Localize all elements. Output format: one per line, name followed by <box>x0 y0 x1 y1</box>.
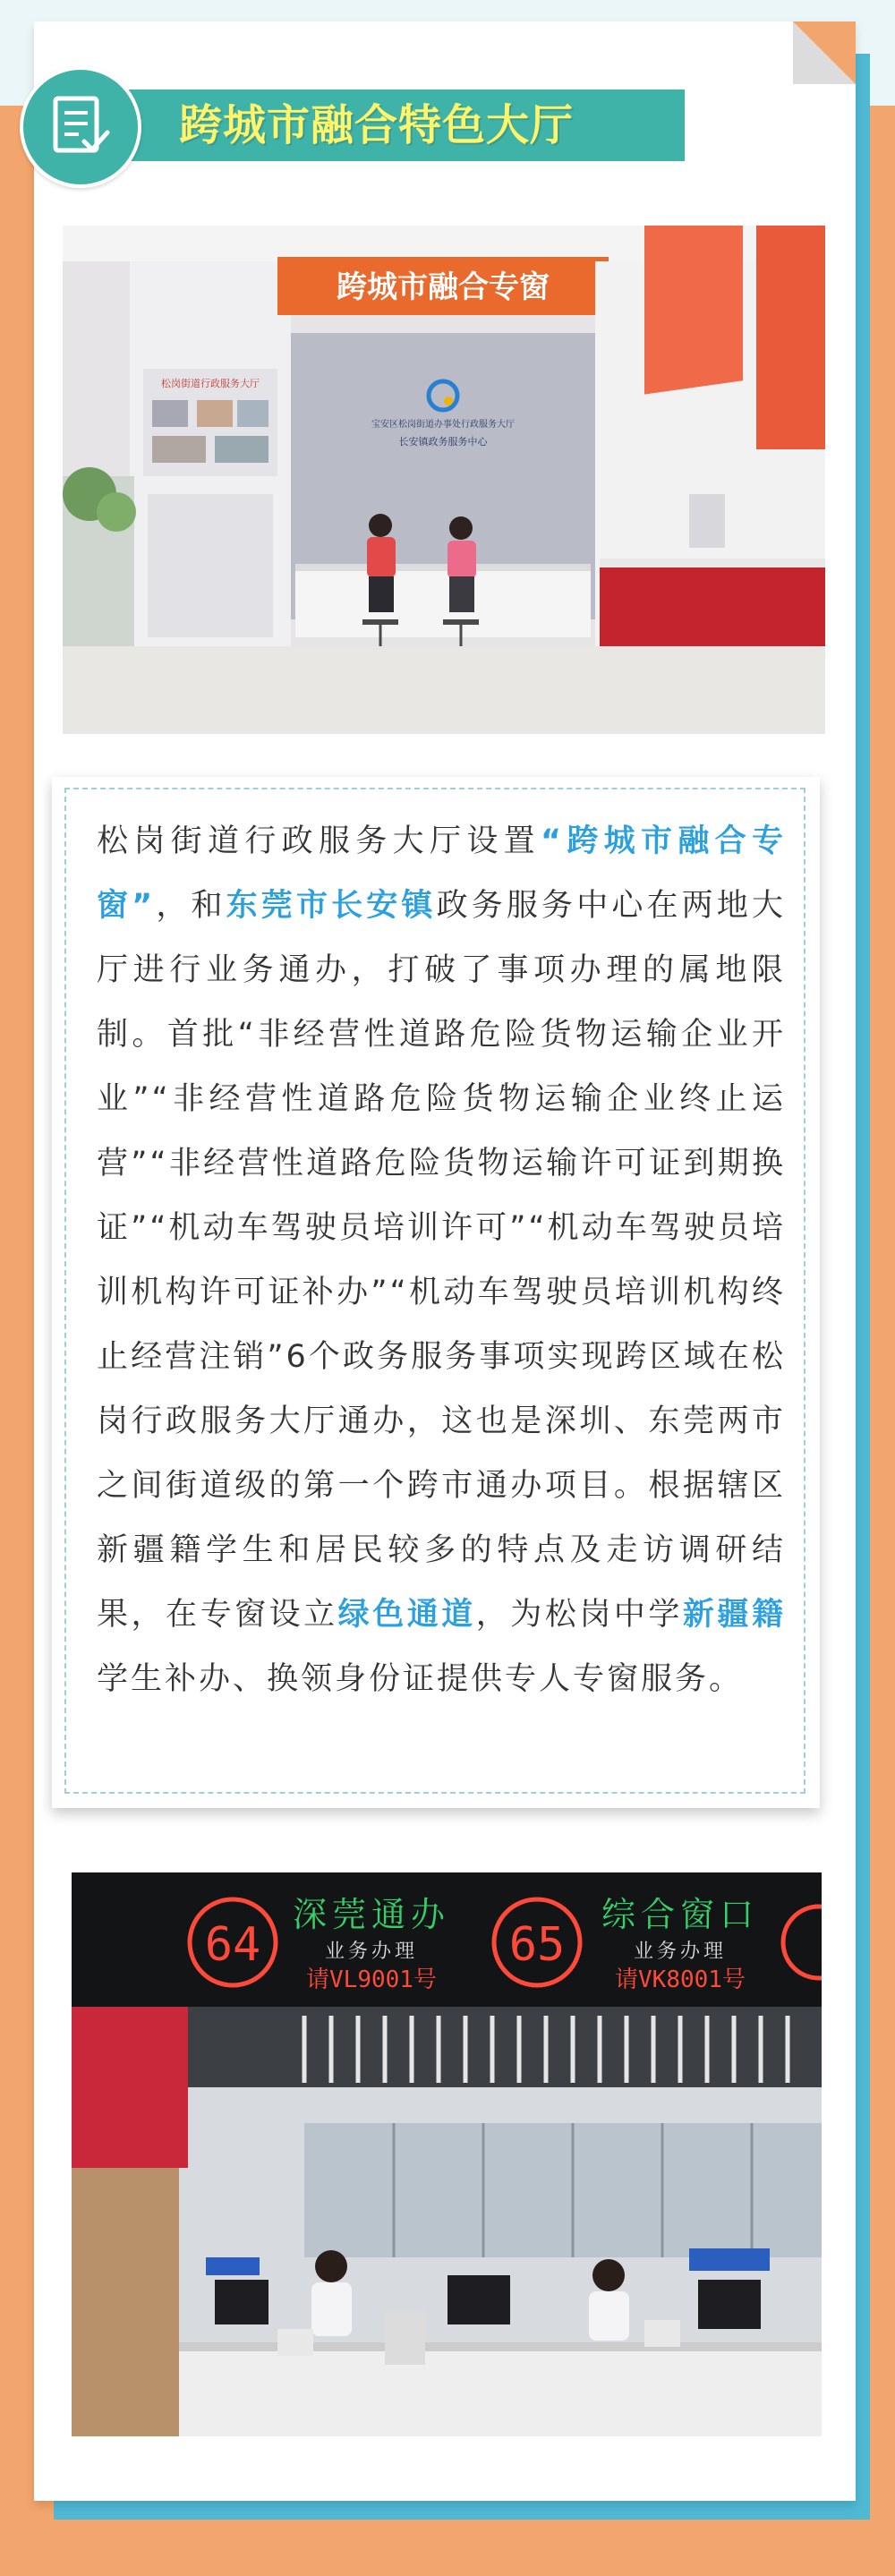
article-text-3: 政务服务中心在两地大厅进行业务通办，打破了事项办理的属地限制。首批“非经营性道路危险货物运输企业开业”“非经营性道路危险货物运输企业终止运营”“非经营性道路危险货物运输许可证到期换证”“机动车驾驶员培训许可”“机动车驾驶员培训机构许可证补办”“机动车驾驶员培训机构终止经营注销”6个政务服务事项实现跨区域在松岗行政服务大厅通办，这也是深圳、东莞两市之间街道级的第一个跨市通办项目。根据辖区新疆籍学生和居民较多的特点及走访调研结果，在专窗设立 <box>97 888 786 1633</box>
counter-64-name: 深莞通办 <box>292 1895 451 1934</box>
counter-65-call: 请VK8001号 <box>615 1966 746 1993</box>
counter-65-name: 综合窗口 <box>601 1895 760 1934</box>
wall-text-2: 长安镇政务服务中心 <box>398 436 488 448</box>
article-text-1: 松岗街道行政服务大厅设置 <box>97 823 541 859</box>
article-text-5: 学生补办、换领身份证提供专人专窗服务。 <box>97 1661 744 1697</box>
article-text-2: ，和 <box>155 888 226 924</box>
highlight-green-channel: 绿色通道 <box>337 1597 476 1633</box>
wall-text-1: 宝安区松岗街道办事处行政服务大厅 <box>371 420 515 430</box>
service-hall-photo <box>63 226 825 734</box>
highlight-dongguan-changan: 东莞市长安镇 <box>226 888 437 924</box>
page-title: 跨城市融合特色大厅 <box>179 100 575 150</box>
window-sign-text: 跨城市融合专窗 <box>337 269 550 305</box>
document-check-icon <box>20 66 141 188</box>
highlight-xinjiang: 新疆籍 <box>682 1597 786 1633</box>
counter-65-number: 65 <box>508 1918 566 1972</box>
paper-fold-corner <box>793 21 856 84</box>
service-counter-photo <box>72 1872 822 2436</box>
article-text-4: ，为松岗中学 <box>475 1597 683 1633</box>
poster-title: 松岗街道行政服务大厅 <box>161 378 260 389</box>
article-dashed-border <box>64 788 806 1794</box>
counter-64-sub: 业务办理 <box>324 1941 419 1963</box>
article-card <box>52 777 820 1808</box>
counter-65-sub: 业务办理 <box>633 1941 728 1963</box>
counter-64-call: 请VL9001号 <box>306 1966 437 1993</box>
article-body <box>97 809 786 1711</box>
highlight-cross-city-window: “跨城市融合专窗” <box>97 823 786 924</box>
counter-64-number: 64 <box>204 1918 261 1972</box>
